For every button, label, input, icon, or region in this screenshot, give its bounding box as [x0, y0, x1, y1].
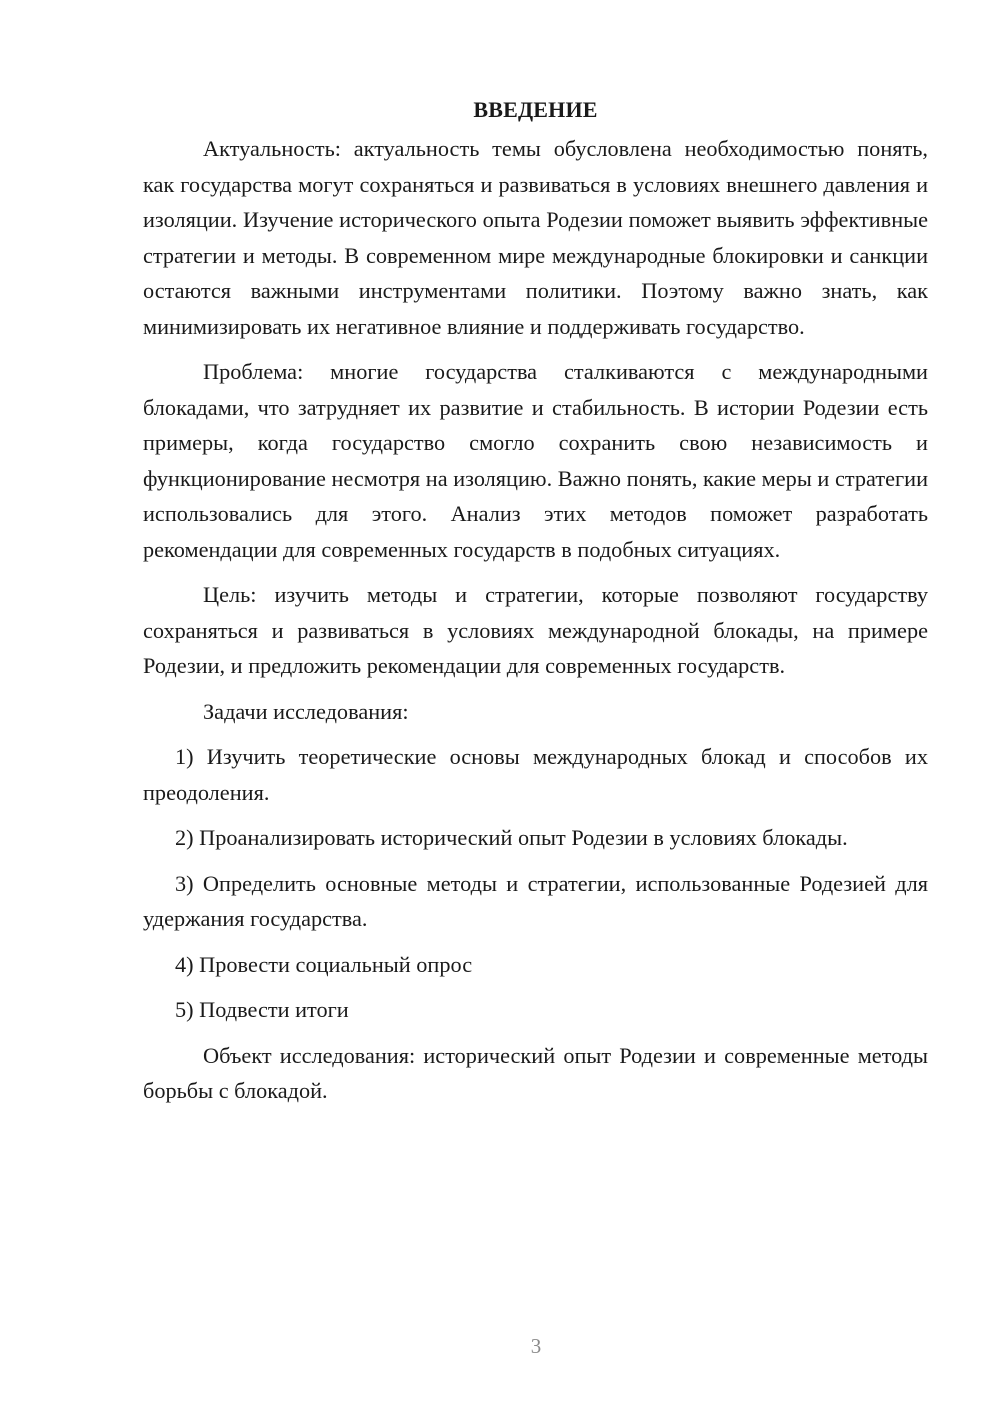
task-item-4: 4) Провести социальный опрос [175, 951, 473, 977]
tasks-heading: Задачи исследования: [203, 698, 409, 724]
task-item-5: 5) Подвести итоги [175, 997, 349, 1022]
task-item-2: 2) Проанализировать исторический опыт Родезии в условиях блокады. [175, 825, 848, 850]
document-body [143, 92, 928, 1119]
page-number: 3 [530, 1334, 542, 1358]
tasks-list [143, 739, 928, 1028]
paragraph-object: Объект исследования: исторический опыт Родезии и современные методы борьбы с блокадой. [143, 1042, 928, 1103]
task-item-3: 3) Определить основные методы и стратегии, использованные Родезией для удержания государства. [143, 870, 928, 931]
page-title: ВВЕДЕНИЕ [473, 97, 598, 122]
paragraph-problem: Проблема: многие государства сталкиваются с международными блокадами, что затрудняет их развитие и стабильность. В истории Родезии есть примеры, когда государство смогло сохранить свою независимость и функционирование несмотря на изоляцию. Важно понять, какие меры и стратегии использовались для этого. Анализ этих методов поможет разработать рекомендации для современных государств в подобных ситуациях. [143, 359, 928, 562]
task-item-1: 1) Изучить теоретические основы международных блокад и способов их преодоления. [143, 744, 928, 805]
paragraph-goal: Цель: изучить методы и стратегии, которые позволяют государству сохраняться и развиваться в условиях международной блокады, на примере Родезии, и предложить рекомендации для современных государств. [143, 582, 928, 678]
paragraph-relevance: Актуальность: актуальность темы обусловлена необходимостью понять, как государства могут сохраняться и развиваться в условиях внешнего давления и изоляции. Изучение исторического опыта Родезии поможет выявить эффективные стратегии и методы. В современном мире международные блокировки и санкции остаются важными инструментами политики. Поэтому важно знать, как минимизировать их негативное влияние и поддерживать государство. [143, 136, 928, 339]
